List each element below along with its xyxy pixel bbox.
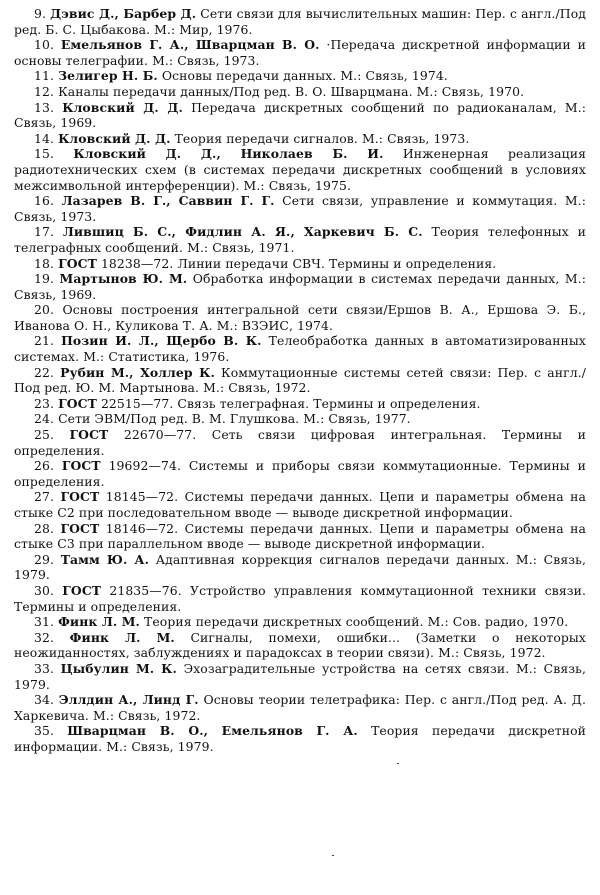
reference-item <box>14 427 586 458</box>
reference-text: Каналы передачи данных/Под ред. В. О. Шварцмана. М.: Связь, 1970. <box>58 83 525 99</box>
reference-page <box>14 6 586 755</box>
reference-number: 19. <box>34 271 55 287</box>
reference-authors: Кловский Д. Д. <box>58 130 171 146</box>
reference-text: Инженерная реализация радиотехнических схем (в системах передачи дискретных сообщений в условиях межсимвольной интерференции). М.: Связь, 1975. <box>14 146 586 193</box>
reference-number: 21. <box>34 333 55 349</box>
reference-authors: Кловский Д. Д. <box>62 99 183 115</box>
reference-number: 22. <box>34 364 55 380</box>
reference-item <box>14 661 586 692</box>
print-speck <box>397 763 399 764</box>
reference-text: Эхозаградительные устройства на сетях связи. М.: Связь, 1979. <box>14 660 586 692</box>
reference-text: 18238—72. Линии передачи СВЧ. Термины и определения. <box>100 255 497 271</box>
reference-item <box>14 521 586 552</box>
reference-text: Теория телефонных и телеграфных сообщений. М.: Связь, 1971. <box>14 224 587 255</box>
reference-text: Телеобработка данных в автоматизированных системах. М.: Статистика, 1976. <box>14 333 586 365</box>
reference-authors: ГОСТ <box>58 395 97 411</box>
reference-authors: Эллдин А., Линд Г. <box>58 692 199 708</box>
reference-authors: ГОСТ <box>62 582 102 598</box>
reference-text: Сети ЭВМ/Под ред. В. М. Глушкова. М.: Связь, 1977. <box>58 411 411 427</box>
reference-item <box>14 489 586 520</box>
reference-text: Основы передачи данных. М.: Связь, 1974. <box>161 68 448 84</box>
reference-text: Теория передачи дискретных сообщений. М.: Сов. радио, 1970. <box>144 614 569 630</box>
reference-number: 9. <box>34 6 47 21</box>
reference-authors: Зелигер Н. Б. <box>58 68 158 84</box>
reference-text: Основы построения интегральной сети связи/Ершов В. А., Ершова Э. Б., Иванова О. Н., Куликова Т. А. М.: ВЗЭИС, 1974. <box>14 302 586 333</box>
reference-item <box>14 6 586 37</box>
reference-authors: Кловский Д. Д., Николаев Б. И. <box>73 146 384 162</box>
reference-number: 34. <box>34 692 55 708</box>
reference-item <box>14 630 586 661</box>
reference-number: 32. <box>34 629 55 645</box>
reference-text: 19692—74. Системы и приборы связи коммутационные. Термины и определения. <box>14 458 586 489</box>
reference-text: Передача дискретных сообщений по радиоканалам, М.: Связь, 1969. <box>14 99 587 131</box>
reference-item <box>14 723 586 754</box>
reference-authors: Позин И. Л., Щербо В. К. <box>61 333 262 349</box>
reference-item <box>14 552 586 583</box>
reference-text: Теория передачи сигналов. М.: Связь, 1973. <box>174 130 470 146</box>
reference-item <box>14 614 586 630</box>
reference-number: 16. <box>34 193 55 209</box>
reference-item <box>14 146 586 193</box>
reference-authors: Цыбулин М. К. <box>60 660 177 676</box>
reference-authors: Тамм Ю. А. <box>60 551 150 567</box>
reference-item <box>14 411 586 427</box>
reference-authors: Рубин М., Холлер К. <box>60 364 215 380</box>
reference-text: Сети связи для вычислительных машин: Пер. с англ./Под ред. Б. С. Цыбакова. М.: Мир, 1976. <box>14 6 586 37</box>
reference-text: Теория передачи дискретной информации. М.: Связь, 1979. <box>14 723 587 754</box>
reference-number: 31. <box>34 614 55 630</box>
reference-text: Основы теории телетрафика: Пер. с англ./Под ред. А. Д. Харкевича. М.: Связь, 1972. <box>14 692 586 723</box>
reference-text: Коммутационные системы сетей связи: Пер. с англ./Под ред. Ю. М. Мартынова. М.: Связь, 1972. <box>14 364 586 396</box>
reference-authors: Дэвис Д., Барбер Д. <box>50 6 197 21</box>
reference-authors: ГОСТ <box>69 427 109 443</box>
reference-authors: Финк Л. М. <box>58 614 140 630</box>
reference-authors: ГОСТ <box>61 458 101 474</box>
reference-item <box>14 193 586 224</box>
reference-number: 12. <box>34 83 55 99</box>
reference-authors: ГОСТ <box>60 520 100 536</box>
reference-text: 21835—76. Устройство управления коммутационной техники связи. Термины и определения. <box>14 582 586 614</box>
reference-authors: Финк Л. М. <box>69 629 175 645</box>
reference-number: 20. <box>34 302 55 318</box>
reference-number: 10. <box>34 37 55 53</box>
reference-item <box>14 131 586 147</box>
reference-text: 18145—72. Системы передачи данных. Цепи и параметры обмена на стыке С2 при последовательном вводе — выводе дискретной информации. <box>14 489 586 520</box>
reference-item <box>14 333 586 364</box>
reference-number: 28. <box>34 520 55 536</box>
reference-authors: Емельянов Г. А., Шварцман В. О. <box>60 37 320 53</box>
reference-number: 25. <box>34 427 55 443</box>
reference-authors: Мартынов Ю. М. <box>59 271 188 287</box>
reference-number: 35. <box>34 723 55 739</box>
reference-item <box>14 271 586 302</box>
reference-number: 17. <box>34 224 55 240</box>
reference-item <box>14 68 586 84</box>
reference-item <box>14 224 586 255</box>
reference-number: 11. <box>34 68 55 84</box>
reference-number: 15. <box>34 146 55 162</box>
reference-item <box>14 365 586 396</box>
reference-authors: ГОСТ <box>60 489 100 505</box>
reference-number: 29. <box>34 551 55 567</box>
reference-text: 18146—72. Системы передачи данных. Цепи и параметры обмена на стыке С3 при параллельном вводе — выводе дискретной информации. <box>14 520 586 552</box>
reference-number: 33. <box>34 660 55 676</box>
reference-text: Обработка информации в системах передачи данных, М.: Связь, 1969. <box>14 271 586 302</box>
reference-item <box>14 458 586 489</box>
reference-item <box>14 100 586 131</box>
reference-item <box>14 396 586 412</box>
reference-number: 18. <box>34 255 55 271</box>
reference-list <box>14 6 586 755</box>
reference-authors: Лазарев В. Г., Саввин Г. Г. <box>61 193 275 209</box>
reference-authors: Лившиц Б. С., Фидлин А. Я., Харкевич Б. С. <box>62 224 423 240</box>
print-speck <box>332 855 334 856</box>
reference-item <box>14 583 586 614</box>
reference-number: 13. <box>34 99 55 115</box>
reference-text: ·Передача дискретной информации и основы телеграфии. М.: Связь, 1973. <box>14 37 586 68</box>
reference-authors: Шварцман В. О., Емельянов Г. А. <box>67 723 358 739</box>
reference-number: 26. <box>34 458 55 474</box>
reference-number: 23. <box>34 395 55 411</box>
reference-number: 24. <box>34 411 55 427</box>
reference-item <box>14 37 586 68</box>
reference-item <box>14 302 586 333</box>
reference-number: 27. <box>34 489 55 505</box>
reference-text: 22670—77. Сеть связи цифровая интегральная. Термины и определения. <box>14 427 586 458</box>
reference-item <box>14 84 586 100</box>
reference-text: Сигналы, помехи, ошибки... (Заметки о некоторых неожиданностях, заблуждениях и парадоксах в теории связи). М.: Связь, 1972. <box>14 629 586 661</box>
reference-number: 14. <box>34 130 55 146</box>
reference-text: 22515—77. Связь телеграфная. Термины и определения. <box>100 395 481 411</box>
reference-number: 30. <box>34 582 55 598</box>
reference-authors: ГОСТ <box>58 255 97 271</box>
reference-text: Адаптивная коррекция сигналов передачи данных. М.: Связь, 1979. <box>14 551 586 583</box>
reference-item <box>14 692 586 723</box>
reference-item <box>14 256 586 272</box>
reference-text: Сети связи, управление и коммутация. М.: Связь, 1973. <box>14 193 586 224</box>
